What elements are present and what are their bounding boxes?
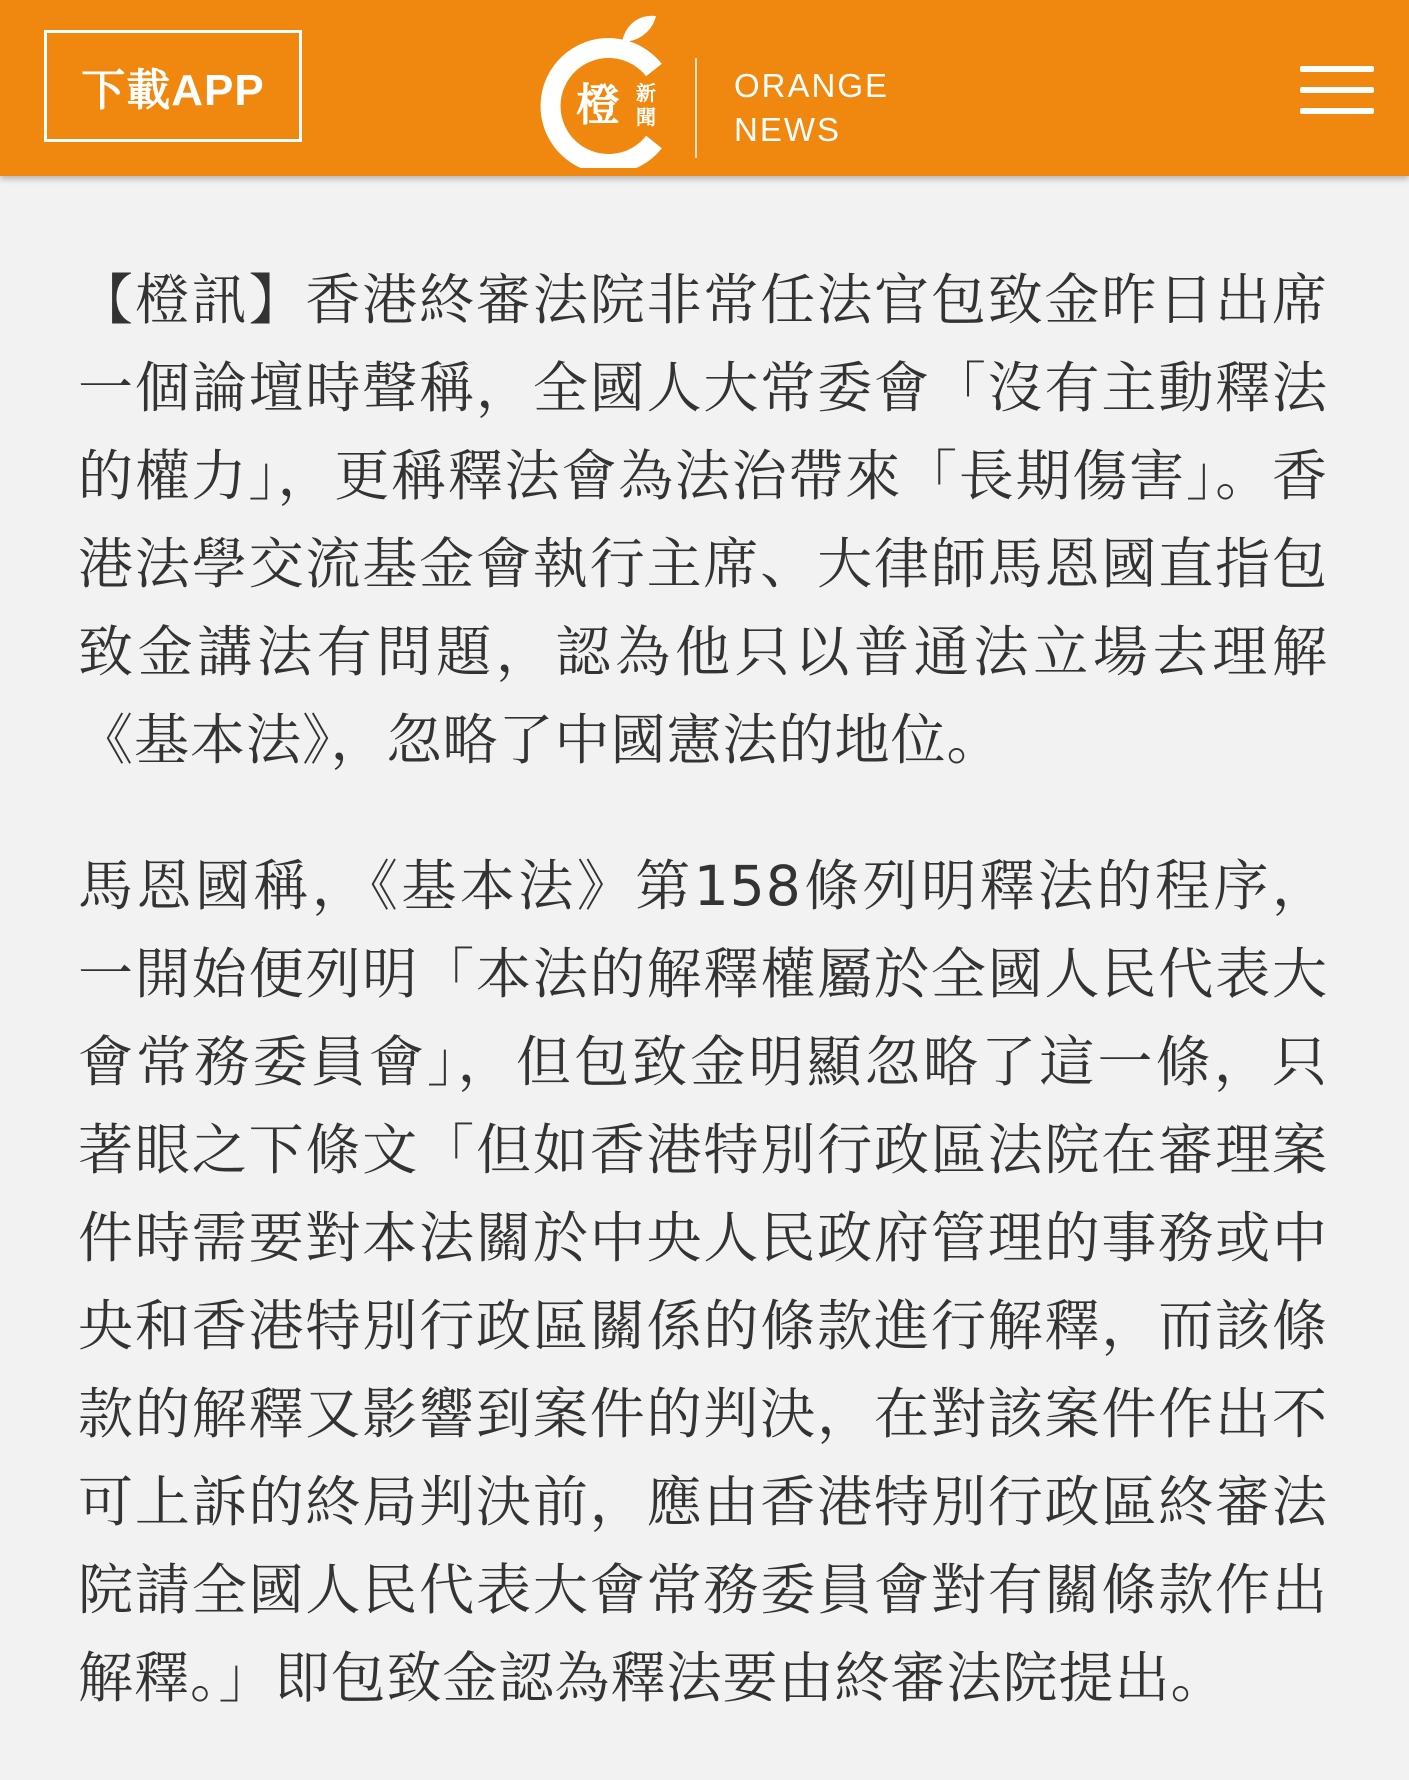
logo-line-1: ORANGE [734, 67, 890, 104]
logo-wordmark [734, 64, 889, 152]
article-paragraph-2: 馬恩國稱，《基本法》第158條列明釋法的程序，一開始便列明「本法的解釋權屬於全國人民代表大會常務委員會」，但包致金明顯忽略了這一條，只著眼之下條文「但如香港特別行政區法院在審理案件時需要對本法關於中央人民政府管理的事務或中央和香港特別行政區關係的條款進行解釋，而該條款的解釋又影響到案件的判決，在對該案件作出不可上訴的終局判決前，應由香港特別行政區終審法院請全國人民代表大會常務委員會對有關條款作出解釋。」即包致金認為釋法要由終審法院提出。 [78, 854, 1328, 1710]
download-app-button[interactable]: 下載APP [44, 30, 302, 142]
logo-mark-char: 橙 [576, 80, 620, 131]
logo-divider [695, 58, 697, 158]
hamburger-menu-icon[interactable] [1300, 66, 1374, 114]
article-paragraph-1: 【橙訊】香港終審法院非常任法官包致金昨日出席一個論壇時聲稱，全國人大常委會「沒有主動釋法的權力」，更稱釋法會為法治帶來「長期傷害」。香港法學交流基金會執行主席、大律師馬恩國直指包致金講法有問題，認為他只以普通法立場去理解《基本法》，忽略了中國憲法的地位。 [78, 268, 1328, 772]
logo-mark-sub2: 聞 [636, 105, 656, 129]
logo-mark-sub1: 新 [636, 81, 656, 105]
orange-news-logo[interactable] [534, 8, 894, 168]
article-body [78, 256, 1328, 1780]
orange-logo-icon [534, 8, 674, 168]
top-header [0, 0, 1409, 176]
logo-line-2: NEWS [734, 111, 841, 148]
